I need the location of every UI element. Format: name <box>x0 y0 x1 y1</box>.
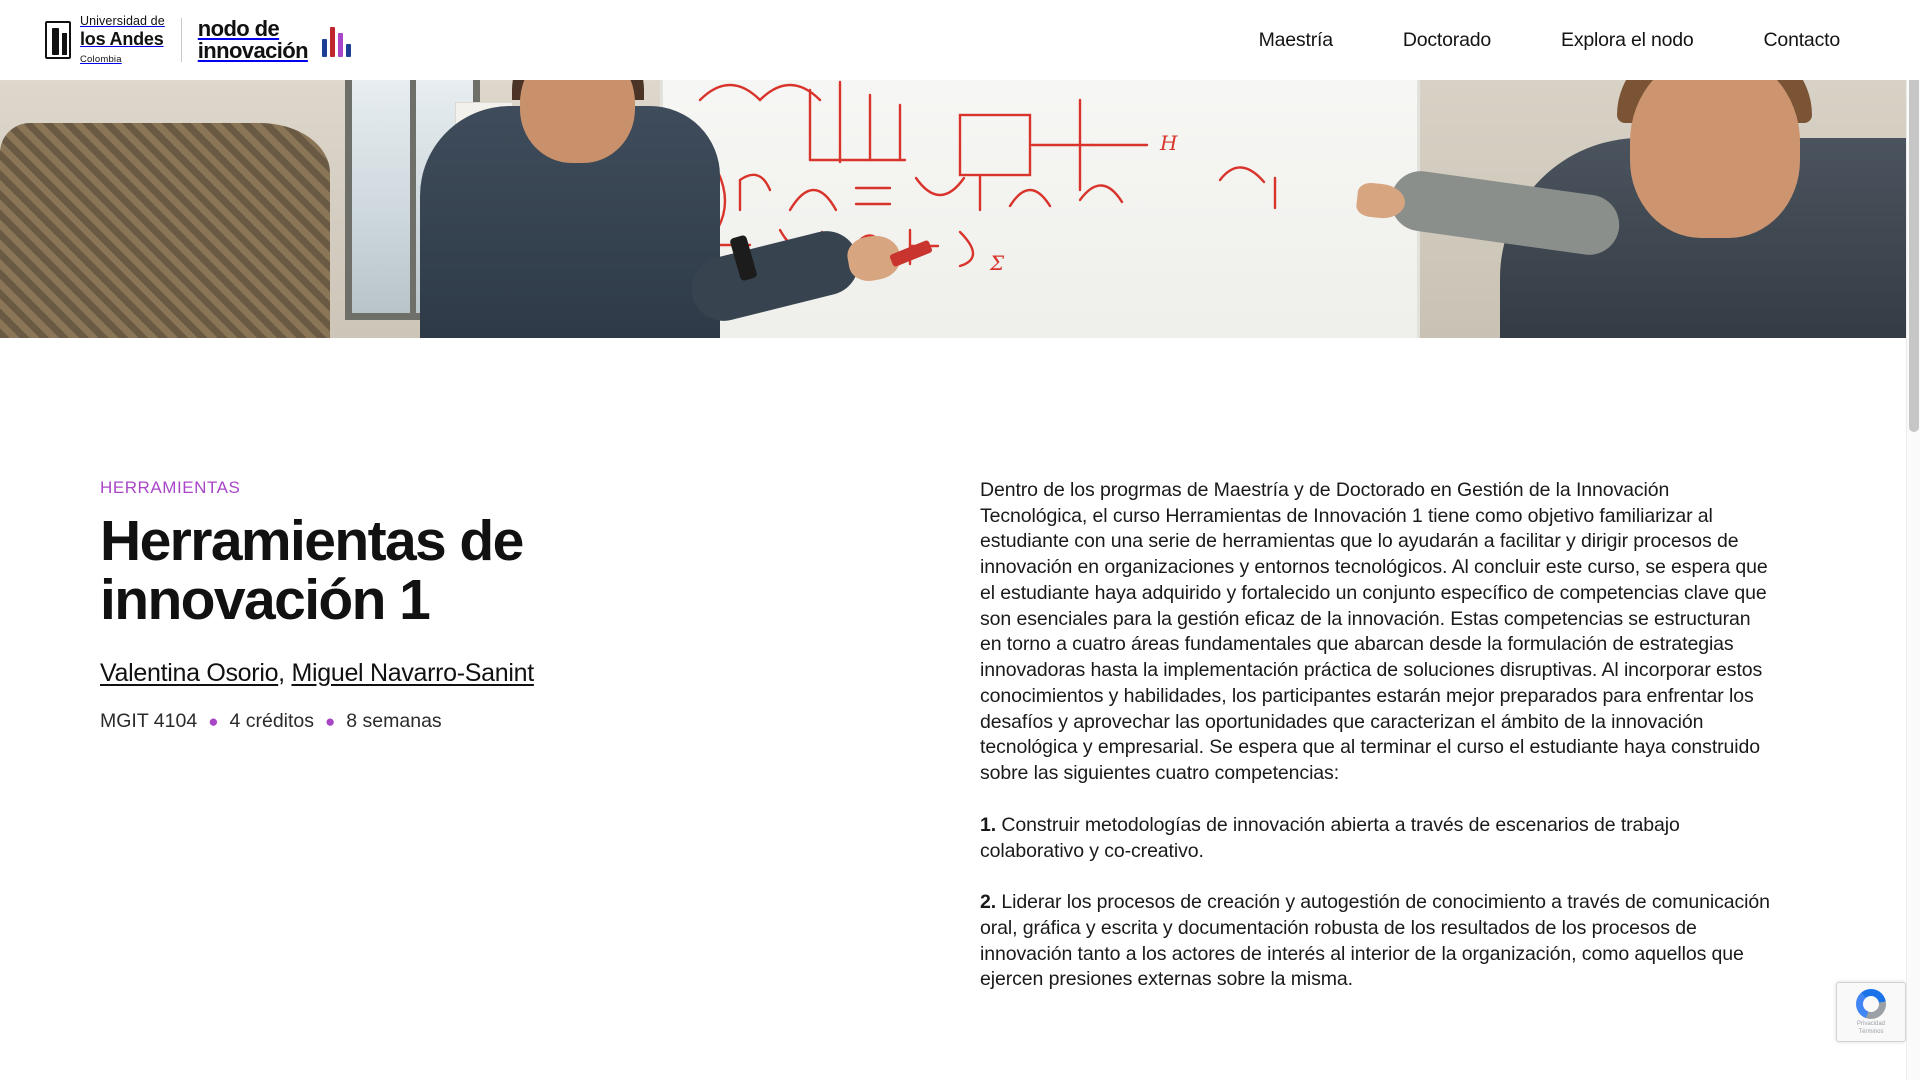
competency-1-number: 1. <box>980 813 997 836</box>
svg-text:Σ: Σ <box>990 251 1005 275</box>
uniandes-shield-icon <box>45 21 71 59</box>
recaptcha-privacy-link[interactable]: Privacidad <box>1856 1021 1885 1027</box>
university-line3: Colombia <box>80 53 122 65</box>
course-credits: 4 créditos <box>229 709 315 732</box>
university-line2: los Andes <box>80 29 164 50</box>
nav-item-explora-el-nodo[interactable]: Explora el nodo <box>1561 28 1694 51</box>
university-line1: Universidad de <box>80 14 165 29</box>
page-title: Herramientas de innovación 1 <box>100 509 523 633</box>
nodo-bars-icon <box>322 23 351 57</box>
course-code: MGIT 4104 <box>100 709 198 732</box>
meta-bullet-separator-1: ● <box>208 711 219 731</box>
nav-item-contacto[interactable]: Contacto <box>1763 28 1840 51</box>
brand-line1: nodo de <box>197 16 280 41</box>
authors-separator: , <box>278 658 292 687</box>
hero-photo <box>0 80 1920 338</box>
main-navigation <box>1224 29 1875 52</box>
course-meta <box>100 710 980 733</box>
competency-2-number: 2. <box>980 891 997 914</box>
brand-line2: innovación <box>197 38 308 63</box>
hero-person-right-head <box>1630 80 1800 238</box>
competency-2-text: Liderar los procesos de creación y autogestión de conocimiento a través de comunicación oral, gráfica y escrita y documentación robusta de los resultados de los procesos de innovación tanto a los actores de interés al interior de la organización, como aquellos que ejercen presiones externas sobre la misma. <box>980 891 1770 991</box>
brand-logo-link[interactable] <box>45 16 351 64</box>
description-intro-paragraph: Dentro de los progrmas de Maestría y de Doctorado en Gestión de la Innovación Tecnológica, el curso Herramientas de Innovación 1 tiene como objetivo familiarizar al estudiante con una serie de herramientas que lo ayudarán a facilitar y dirigir procesos de innovación en organizaciones y entornos tecnológicos. Al concluir este curso, se espera que el estudiante haya adquirido y fortalecido un conjunto específico de competencias clave que son esenciales para la gestión eficaz de la innovación. Estas competencias se estructuran en torno a cuatro áreas fundamentales que abarcan desde la formulación de estrategias innovadoras hasta la implementación práctica de soluciones disruptivas. Al incorporar estos conocimientos y habilidades, los participantes estarán mejor preparados para enfrentar los desafíos y aprovechar las oportunidades que caracterizan el ámbito de la innovación tecnológica y empresarial. Se espera que al terminar el curso el estudiante haya construido sobre las siguientes cuatro competencias: <box>980 479 1768 785</box>
recaptcha-badge[interactable] <box>1836 982 1906 1042</box>
meta-bullet-separator-2: ● <box>325 711 336 731</box>
course-info-column <box>100 478 980 993</box>
competency-1-text: Construir metodologías de innovación abierta a través de escenarios de trabajo colaborativo y co-creativo. <box>980 813 1680 862</box>
author-link-miguel-navarro-sanint[interactable]: Miguel Navarro-Sanint <box>291 658 534 687</box>
hero-person-left <box>0 123 330 338</box>
course-authors <box>100 659 980 688</box>
nodo-de-innovacion-wordmark <box>198 18 308 62</box>
page-scrollbar[interactable] <box>1906 0 1920 1080</box>
course-description-column <box>980 478 1820 993</box>
hero-banner-image <box>0 80 1920 338</box>
svg-text:H: H <box>1160 131 1178 155</box>
course-duration: 8 semanas <box>346 709 442 732</box>
logo-divider <box>181 18 182 62</box>
competency-item-1 <box>980 813 1770 864</box>
author-link-valentina-osorio[interactable]: Valentina Osorio <box>100 658 279 687</box>
course-category-eyebrow: HERRAMIENTAS <box>100 478 241 497</box>
nav-item-doctorado[interactable]: Doctorado <box>1402 28 1492 51</box>
universidad-de-los-andes-logo <box>45 13 165 66</box>
recaptcha-logo-icon <box>1856 989 1886 1019</box>
nav-item-maestria[interactable]: Maestría <box>1258 28 1333 51</box>
course-page <box>0 338 1920 993</box>
site-header <box>0 0 1920 80</box>
recaptcha-terms-link[interactable]: Términos <box>1858 1029 1884 1035</box>
competency-item-2 <box>980 890 1770 993</box>
